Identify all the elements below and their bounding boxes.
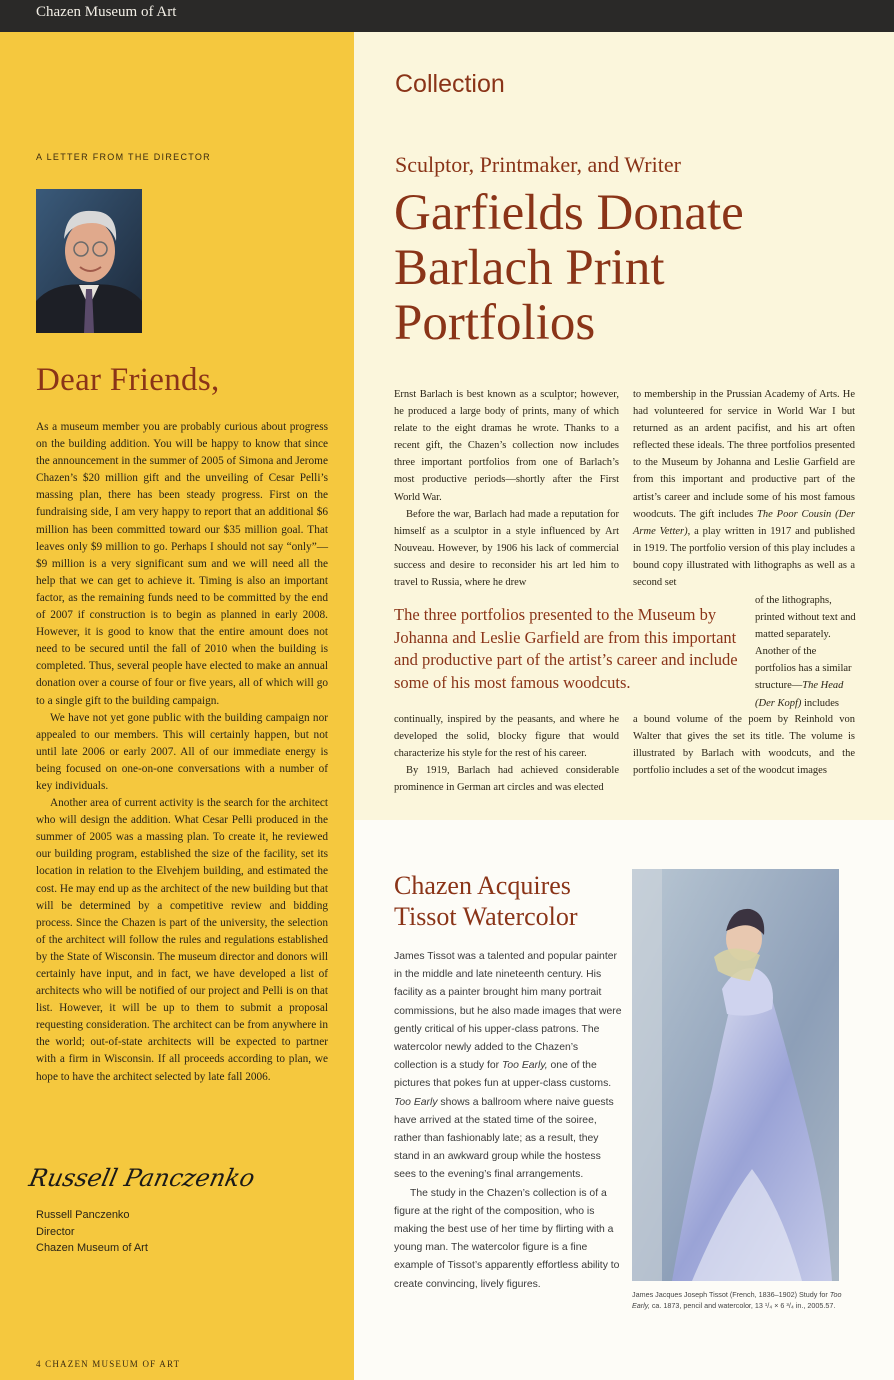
director-portrait	[36, 189, 142, 333]
section-label: Collection	[395, 70, 505, 98]
museum-name: Chazen Museum of Art	[36, 4, 177, 20]
letter-salutation: Dear Friends,	[36, 362, 220, 398]
article-headline: Garfields Donate Barlach Print Portfolios	[394, 185, 744, 351]
barlach-column-1-bottom	[394, 711, 619, 796]
tissot-caption: James Jacques Joseph Tissot (French, 1836–1902) Study for Too Early, ca. 1873, pencil and watercolor, 13 ¹/₄ × 6 ³/₄ in., 2005.57.	[632, 1290, 842, 1310]
signer-block	[36, 1207, 148, 1257]
letter-body	[36, 419, 328, 1086]
signature-text: Russell Panczenko	[26, 1163, 258, 1192]
tissot-paragraph: James Tissot was a talented and popular painter in the middle and late nineteenth century. His facility as a painter brought him many portrait commissions, but he also made images that were gently critical of his upper-class patrons. The watercolor newly added to the Chazen’s collection is a study for Too Early, one of the pictures that pokes fun at upper-class customs. Too Early shows a ballroom where naive guests have arrived at the stated time of the soiree, rather than fashionably late; as a result, they stand in an awkward group while the hostess sees to the evening’s final arrangements.	[394, 951, 622, 1181]
letter-kicker: A LETTER FROM THE DIRECTOR	[36, 152, 211, 162]
signer-title: Director	[36, 1225, 75, 1238]
page-footer: 4 CHAZEN MUSEUM OF ART	[36, 1359, 181, 1369]
article-paragraph: a bound volume of the poem by Reinhold von Walter that gives the set its title. The volume is illustrated by Barlach with woodcuts, and the portfolio includes a set of the woodcut images	[633, 714, 855, 777]
top-bar	[0, 0, 894, 32]
barlach-column-2-bottom	[633, 711, 855, 779]
pull-quote: The three portfolios presented to the Museum by Johanna and Leslie Garfield are from this important and productive part of the artist’s career and include some of his most famous woodcuts.	[394, 605, 738, 692]
article-subhead: Sculptor, Printmaker, and Writer	[395, 152, 681, 177]
article-paragraph: to membership in the Prussian Academy of Arts. He had volunteered for service in World War I but returned as an ardent pacifist, and his art often reflected these ideals. The three portfolios presented to the Museum by Johanna and Leslie Garfield are from this important and productive part of the artist’s career and include some of his most famous woodcuts. The gift includes The Poor Cousin (Der Arme Vetter), a play written in 1917 and published in 1919. The portfolio version of this play includes a bound copy illustrated with lithographs as well as a second set	[633, 389, 855, 589]
tissot-paragraph: The study in the Chazen’s collection is of a figure at the right of the composition, who is making the best use of her time by flirting with a young man. The watercolor figure is a fine example of Tissot’s apparently effortless ability to create convincing, lively figures.	[394, 1187, 620, 1290]
signer-org: Chazen Museum of Art	[36, 1242, 148, 1254]
signer-name: Russell Panczenko	[36, 1209, 130, 1221]
tissot-watercolor-image	[632, 869, 839, 1281]
barlach-column-2-top	[633, 386, 855, 591]
barlach-column-1-top	[394, 386, 619, 591]
article-paragraph: continually, inspired by the peasants, and where he developed the solid, blocky figure that would characterize his style for the rest of his career.	[394, 714, 619, 760]
tissot-body	[394, 948, 622, 1294]
letter-paragraph: We have not yet gone public with the building campaign nor appealed to our members. This will certainly happen, but not until late 2006 or early 2007. All of our immediate energy is being focused on one-on-one conversations with a number of key individuals.	[36, 711, 328, 792]
tissot-headline: Chazen Acquires Tissot Watercolor	[394, 871, 578, 931]
article-paragraph: By 1919, Barlach had achieved considerable prominence in German art circles and was elected	[394, 765, 619, 794]
director-signature	[26, 1148, 258, 1202]
letter-paragraph: Another area of current activity is the search for the architect who will design the addition. What Cesar Pelli produced in the summer of 2005 was a massing plan. To create it, he reviewed our building program, established the size of the facility, set its location in relation to the Elvehjem building, and estimated the cost. He may end up as the architect of the new building but that will be determined by a competitive review and bidding process. Since the Chazen is part of the university, the selection of the architect will follow the rules and regulations established by the State of Wisconsin. The museum director and donors will certainly have input, and in fact, we have developed a list of architects who will be notified of our project and Pelli is on that list. However, it will be up to them to submit a proposal requesting consideration. The architect can be from anywhere in the world; out-of-state architects will be expected to partner with a firm in Wisconsin. If all proceeds according to plan, we hope to have the architect selected by late fall 2006.	[36, 797, 328, 1083]
article-paragraph: Before the war, Barlach had made a reputation for himself as a sculptor in a style influenced by Art Nouveau. However, by 1906 his lack of commercial success and desire to reconsider his art led him to travel to Russia, where he drew	[394, 508, 619, 589]
article-paragraph: Ernst Barlach is best known as a sculptor; however, he produced a large body of prints, many of which relate to the eight dramas he wrote. Thanks to a recent gift, the Chazen’s collection now includes three important portfolios from one of Barlach’s most productive periods—shortly after the First World War.	[394, 389, 619, 503]
letter-paragraph: As a museum member you are probably curious about progress on the building addition. You will be happy to know that since the announcement in the summer of 2005 of Simona and Jerome Chazen’s $20 million gift and the unveiling of Cesar Pelli’s massing plan, there has been steady progress. First on the fundraising side, I am very happy to report that an additional $6 million has been committed toward our $35 million goal. That leaves only $9 million to go. Perhaps I should not say “only”—$9 million is a very significant sum and we will need all the help that we can get to achieve it. Timing is also an important factor, as the remaining funds need to be committed by the end of 2007 if construction is to begin as planned in early 2008. However, it is good to know that the entire amount does not need to be secured until the fall of 2010 when the building is completed. Thus, several people have elected to make an annual donation over a course of four or five years, all of which will go to a single gift to the building campaign.	[36, 421, 328, 707]
barlach-column-2-narrow: of the lithographs, printed without text and matted separately. Another of the portfolios has a similar structure—The Head (Der Kopf) includes	[755, 595, 856, 709]
